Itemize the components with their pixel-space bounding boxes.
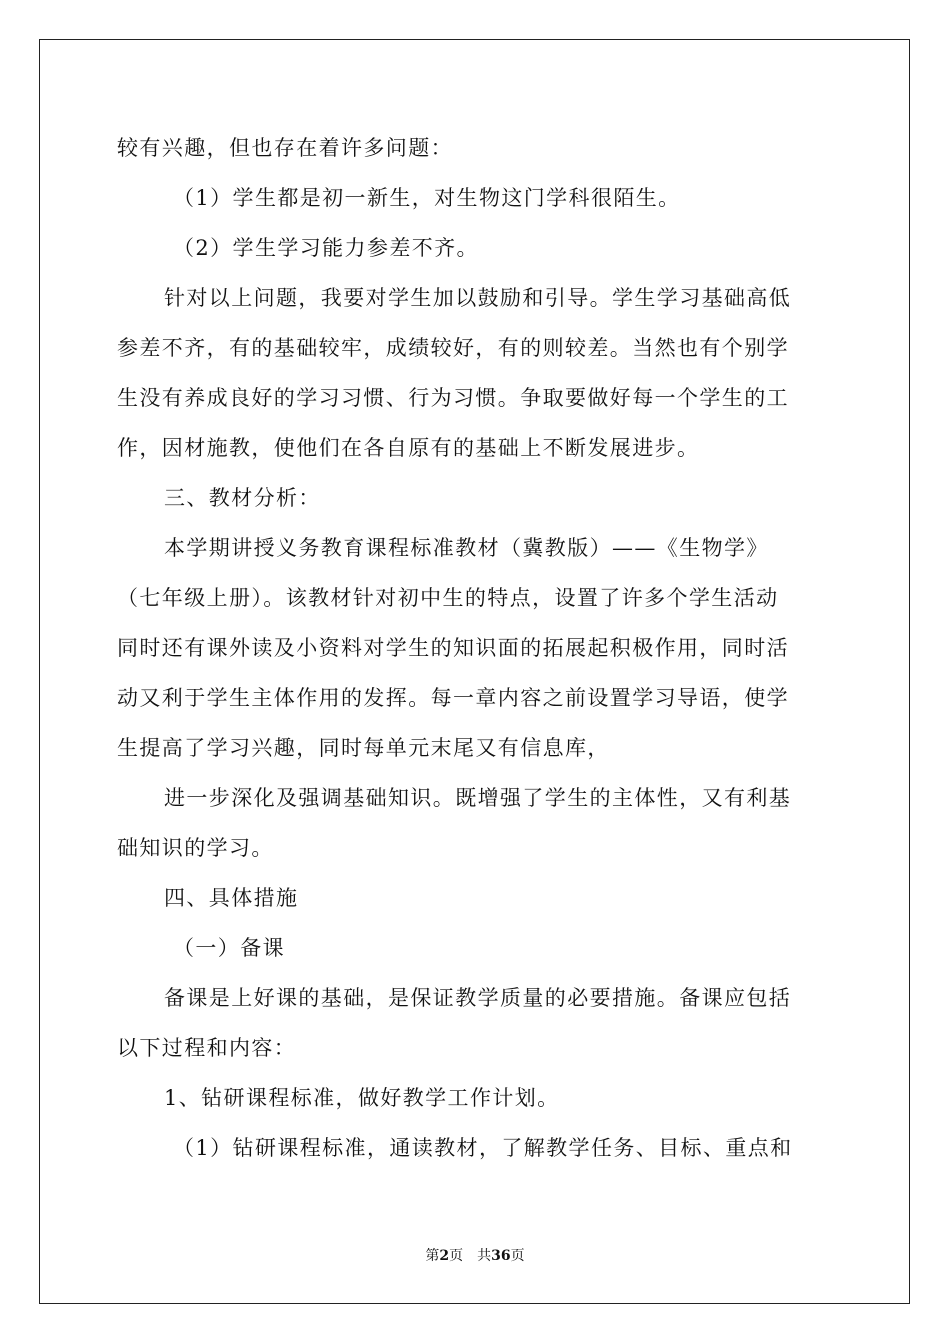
page-suffix: 页 [449,1248,464,1264]
total-prefix: 共 [477,1248,492,1264]
paragraph-line: 动又利于学生主体作用的发挥。每一章内容之前设置学习导语，使学 [117,686,789,710]
page-footer [0,1245,950,1265]
paragraph-line: 本学期讲授义务教育课程标准教材（冀教版）——《生物学》 [164,536,769,560]
paragraph-line: 以下过程和内容： [117,1036,297,1060]
section-heading: 四、具体措施 [164,886,299,910]
page-number: 2 [439,1248,450,1264]
paragraph-line: （1）钻研课程标准，通读教材，了解教学任务、目标、重点和 [173,1136,793,1160]
total-pages: 36 [491,1248,511,1264]
document-body [117,123,833,1173]
paragraph-line: 进一步深化及强调基础知识。既增强了学生的主体性，又有利基 [164,786,792,810]
paragraph-line: 同时还有课外读及小资料对学生的知识面的拓展起积极作用，同时活 [117,636,789,660]
paragraph-line: 备课是上好课的基础，是保证教学质量的必要措施。备课应包括 [164,986,792,1010]
paragraph-line: 1、钻研课程标准，做好教学工作计划。 [164,1086,560,1110]
paragraph-line: 较有兴趣，但也存在着许多问题： [117,136,453,160]
paragraph-line: 作，因材施教，使他们在各自原有的基础上不断发展进步。 [117,436,700,460]
paragraph-line: （七年级上册）。该教材针对初中生的特点，设置了许多个学生活动 [117,586,779,610]
total-suffix: 页 [510,1248,525,1264]
paragraph-line: （1）学生都是初一新生，对生物这门学科很陌生。 [173,186,681,210]
page-prefix: 第 [425,1248,440,1264]
paragraph-line: 参差不齐，有的基础较牢，成绩较好，有的则较差。当然也有个别学 [117,336,789,360]
paragraph-line: 生没有养成良好的学习习惯、行为习惯。争取要做好每一个学生的工 [117,386,789,410]
subsection-heading: （一）备课 [173,936,285,960]
paragraph-line: 生提高了学习兴趣，同时每单元末尾又有信息库， [117,736,610,760]
paragraph-line: （2）学生学习能力参差不齐。 [173,236,479,260]
paragraph-line: 针对以上问题，我要对学生加以鼓励和引导。学生学习基础高低 [164,286,792,310]
paragraph-line: 础知识的学习。 [117,836,274,860]
section-heading: 三、教材分析： [164,486,321,510]
